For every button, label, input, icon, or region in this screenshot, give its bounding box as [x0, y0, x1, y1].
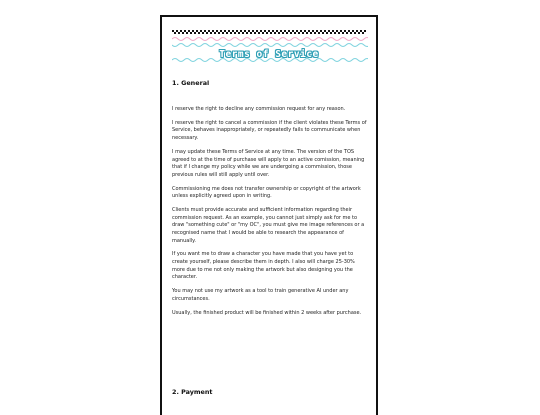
document-header	[162, 17, 376, 65]
terms-paragraph: Usually, the finished product will be finished within 2 weeks after purchase.	[172, 309, 362, 316]
document-title: Terms of Service	[219, 49, 319, 60]
general-terms-list	[172, 106, 368, 323]
terms-paragraph: I may update these Terms of Service at any time. The version of the TOS agreed to at the time of purchase will apply to an active comission, meaning that if I change my policy while we are undergoing a commission, those previous rules will still apply until over.	[172, 148, 365, 178]
wavy-line-decoration	[172, 42, 368, 48]
terms-paragraph: You may not use my artwork as a tool to train generative AI under any circumstances.	[172, 288, 349, 302]
terms-document	[160, 15, 378, 415]
checkered-border-decoration	[172, 30, 366, 34]
terms-paragraph: If you want me to draw a character you have made that you have yet to create yourself, please describe them in depth. I also will charge 25-30% more due to me not only making the artwork but also designing you the character.	[172, 251, 355, 281]
section-heading-payment: 2. Payment	[172, 388, 213, 396]
terms-paragraph: Commissioning me does not transfer ownership or copyright of the artwork unless explicitly agreed upon in writing.	[172, 185, 361, 200]
wavy-line-decoration	[172, 57, 368, 63]
terms-paragraph: Clients must provide accurate and sufficient information regarding their commission request. As an example, you cannot just simply ask for me to draw "something cute" or "my OC", you must give me image references or a recognised name that I would be able to research the appearance of manually.	[172, 207, 365, 244]
section-heading-general: 1. General	[172, 79, 210, 87]
terms-paragraph: I reserve the right to decline any commission request for any reason.	[172, 106, 346, 112]
terms-paragraph: I reserve the right to cancel a commission if the client violates these Terms of Service, behaves inappropriately, or repeatedly fails to communicate when necessary.	[172, 119, 367, 142]
